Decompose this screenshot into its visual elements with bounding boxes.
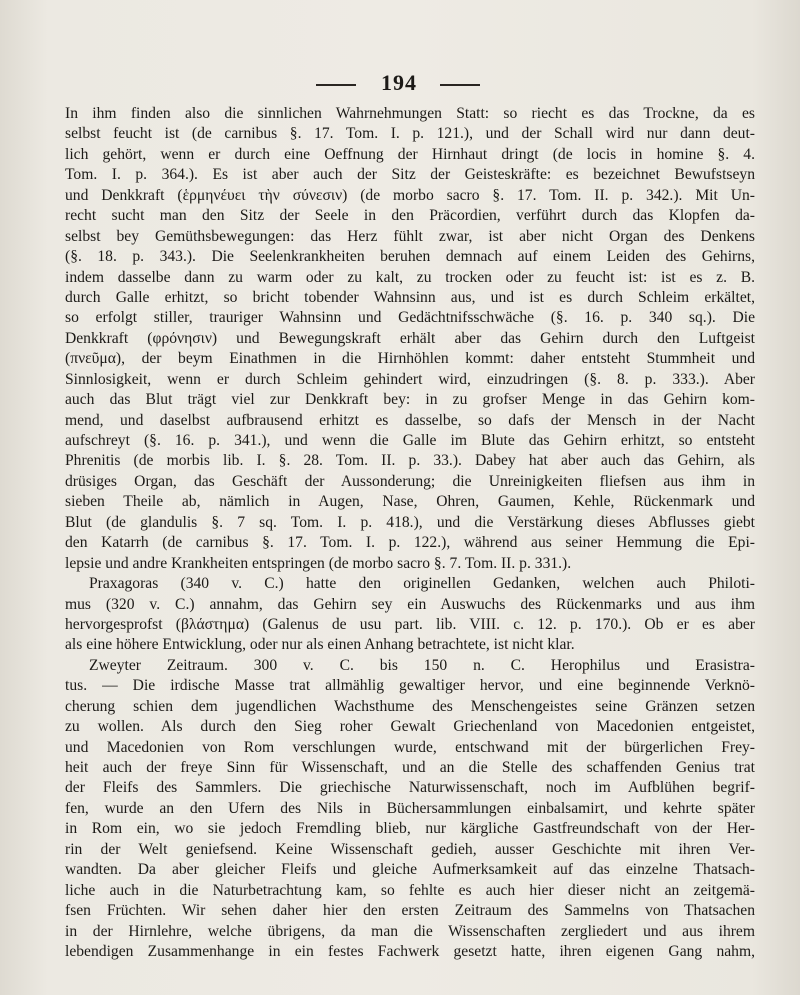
text-line: In ihm finden also die sinnlichen Wahrnehmungen Statt: so riecht es das Trockne, da es bbox=[65, 105, 755, 122]
text-line: liche auch in die Naturbetrachtung kam, so fehlte es auch hier dieser nicht an zeitgemä- bbox=[65, 881, 755, 899]
text-line: auch das Blut trägt viel zur Denkkraft bey: in zu grofser Menge in das Gehirn kom- bbox=[65, 391, 755, 409]
page-number: 194 bbox=[381, 70, 417, 95]
text-line: aufschreyt (§. 16. p. 341.), und wenn die Galle im Blute das Gehirn erhitzt, so entsteht bbox=[65, 432, 755, 449]
text-line: sieben Theile ab, nämlich in Augen, Nase, Ohren, Gaumen, Kehle, Rückenmark und bbox=[65, 493, 755, 511]
text-line: in Rom ein, wo sie jedoch Fremdling blieb, nur kärgliche Gastfreundschaft von der Her- bbox=[65, 820, 755, 838]
text-line: mend, und daselbst aufbrausend erhitzt es dasselbe, so dafs der Mensch in der Nacht bbox=[65, 411, 755, 429]
text-line: Blut (de glandulis §. 7 sq. Tom. I. p. 418.), und die Verstärkung dieses Abflusses giebt bbox=[65, 513, 755, 531]
text-line: selbst bey Gemüthsbewegungen: das Herz fühlt zwar, ist aber nicht Organ des Denkens bbox=[65, 227, 755, 245]
text-line: fen, wurde an den Ufern des Nils in Büchersammlungen einbalsamirt, und kehrte später bbox=[65, 799, 755, 817]
text-line: cherung schien dem jugendlichen Wachsthume des Menschengeistes seine Gränzen setzen bbox=[65, 697, 755, 715]
text-line: rin der Welt geniefsend. Keine Wissenschaft gedieh, ausser Geschichte mit ihren Ver- bbox=[65, 840, 755, 858]
text-line: und Macedonien von Rom verschlungen wurde, entschwand mit der bürgerlichen Frey- bbox=[65, 738, 755, 756]
text-line: (πνεῦμα), der beym Einathmen in die Hirnhöhlen kommt: daher entsteht Stummheit und bbox=[65, 350, 755, 368]
text-line: heit auch der freye Sinn für Wissenschaft, und an die Stelle des schaffenden Genius trat bbox=[65, 759, 755, 776]
text-line: recht sucht man den Sitz der Seele in den Präcordien, verführt durch das Klopfen da- bbox=[65, 207, 755, 225]
text-line: zu wollen. Als durch den Sieg roher Gewalt Griechenland von Macedonien entgeistet, bbox=[65, 718, 755, 736]
text-line: mus (320 v. C.) annahm, das Gehirn sey ein Auswuchs des Rückenmarks und aus ihm bbox=[65, 595, 755, 613]
text-line: lich gehört, wenn er durch eine Oeffnung der Hirnhaut dringt (de locis in homine §. 4. bbox=[65, 145, 755, 163]
text-line: Tom. I. p. 364.). Es ist aber auch der Sitz der Geisteskräfte: es bezeichnet Bewufstseyn bbox=[65, 166, 755, 184]
text-line: als eine höhere Entwicklung, oder nur als einen Anhang betrachtete, ist nicht klar. bbox=[65, 636, 575, 654]
text-line: (§. 18. p. 343.). Die Seelenkrankheiten beruhen demnach auf einem Leiden des Gehirns, bbox=[65, 248, 755, 266]
text-line: fsen Früchten. Wir sehen daher hier den ersten Zeitraum des Sammelns von Thatsachen bbox=[65, 902, 755, 920]
header-rule-left bbox=[316, 84, 356, 86]
text-line: indem dasselbe dann zu warm oder zu kalt, zu trocken oder zu feucht ist: ist es z. B. bbox=[65, 268, 755, 286]
text-line: und Denkkraft (ἑρμηνέυει τὴν σύνεσιν) (de morbo sacro §. 17. Tom. II. p. 342.). Mit Un- bbox=[65, 186, 755, 204]
text-line: so erfolgt stiller, trauriger Wahnsinn und Gedächtnifsschwäche (§. 16. p. 340 sq.). Die bbox=[65, 309, 755, 327]
text-line: in der Hirnlehre, welche übrigens, da man die Wissenschaften zergliedert und aus ihrem bbox=[65, 922, 755, 940]
text-line: wandten. Da aber gleicher Fleifs und gleiche Aufmerksamkeit auf das einzelne Thatsach- bbox=[65, 861, 755, 879]
text-line: der Fleifs des Sammlers. Die griechische Naturwissenschaft, noch im Aufblühen begrif- bbox=[65, 779, 755, 797]
text-line: tus. — Die irdische Masse trat allmählig gewaltiger hervor, und eine beginnende Verknö- bbox=[65, 677, 755, 695]
body-text bbox=[65, 104, 755, 962]
text-line: durch Galle erhitzt, so bricht tobender Wahnsinn aus, und ist es durch Schleim erkältet, bbox=[65, 288, 755, 306]
text-line: den Katarrh (de carnibus §. 17. Tom. I. p. 122.), während aus seiner Hemmung die Epi- bbox=[65, 534, 755, 552]
text-line: Zweyter Zeitraum. 300 v. C. bis 150 n. C. Herophilus und Erasistra- bbox=[89, 656, 755, 674]
text-line: Denkkraft (φρόνησιν) und Bewegungskraft erhält aber das Gehirn durch den Luftgeist bbox=[65, 329, 755, 347]
text-line: Praxagoras (340 v. C.) hatte den originellen Gedanken, welchen auch Philoti- bbox=[89, 575, 755, 593]
text-line: drüsiges Organ, das Geschäft der Aussonderung; die Unreinigkeiten fliefsen aus ihm in bbox=[65, 472, 755, 490]
text-line: lebendigen Zusammenhange in ein festes Fachwerk gesetzt hatte, ihren eigenen Gang nahm, bbox=[65, 942, 755, 960]
text-line: Sinnlosigkeit, wenn er durch Schleim gehindert wird, einzudringen (§. 8. p. 333.). Aber bbox=[65, 370, 755, 388]
text-line: lepsie und andre Krankheiten entspringen (de morbo sacro §. 7. Tom. II. p. 331.). bbox=[65, 554, 572, 572]
text-line: Phrenitis (de morbis lib. I. §. 28. Tom. II. p. 33.). Dabey hat aber auch das Gehirn, als bbox=[65, 452, 755, 470]
text-line: selbst feucht ist (de carnibus §. 17. Tom. I. p. 121.), und der Schall wird nur dann deut- bbox=[65, 125, 755, 143]
text-line: hervorgesprofst (βλάστημα) (Galenus de usu part. lib. VIII. c. 12. p. 170.). Ob er es aber bbox=[65, 615, 755, 633]
header-rule-right bbox=[440, 84, 480, 86]
page-header bbox=[0, 70, 800, 100]
